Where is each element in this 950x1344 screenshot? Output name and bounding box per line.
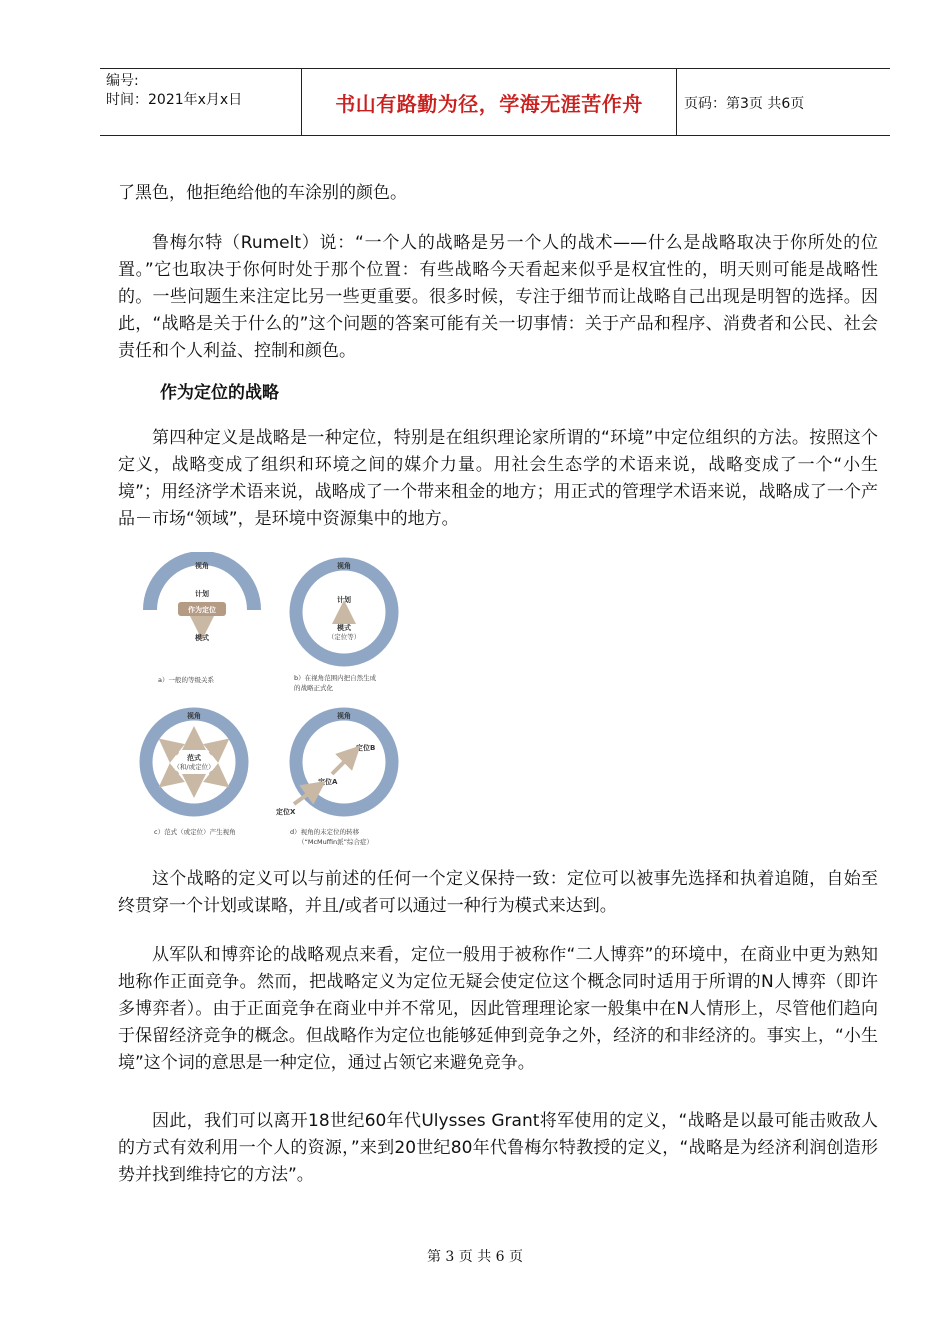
paragraph-1: 了黑色，他拒绝给他的车涂别的颜色。 [118, 183, 407, 203]
page-footer: 第 3 页 共 6 页 [426, 1249, 524, 1265]
panel-a [150, 558, 254, 684]
panel-c-ring [146, 714, 242, 810]
panel-c-top: 视角 [187, 712, 201, 720]
panel-c-arrow-ul [168, 746, 178, 754]
panel-a-plan: 计划 [195, 590, 209, 598]
paragraph-4: 这个战略的定义可以与前述的任何一个定义保持一致：定位可以被事先选择和执着追随，自始至终贯穿一个计划或谋略，并且/或者可以通过一种行为模式来达到。 [118, 869, 878, 916]
panel-b-plan: 计划 [337, 596, 351, 604]
header-info [106, 72, 242, 110]
panel-b [294, 561, 392, 692]
header-bottom-rule [100, 135, 890, 136]
panel-d-caption-1: d）视角的未定位的转移 [290, 828, 360, 836]
panel-c-center-1: 范式 [187, 754, 201, 762]
header-top-rule [100, 68, 890, 69]
panel-c-arrow-dr [210, 772, 220, 780]
section-heading: 作为定位的战略 [160, 383, 279, 403]
panel-b-pattern: 模式 [337, 624, 351, 632]
panel-b-caption-2: 的战略正式化 [294, 684, 333, 692]
panel-d-top: 视角 [337, 712, 351, 720]
paragraph-2: 鲁梅尔特（Rumelt）说：“一个人的战略是另一个人的战术——什么是战略取决于你所处的位置。”它也取决于你何时处于那个位置：有些战略今天看起来似乎是权宜性的，明天则可能是战略性的。一些问题生来注定比另一些更重要。很多时候，专注于细节而让战略自己出现是明智的选择。因此，“战略是关于什么的”这个问题的答案可能有关一切事情：关于产品和程序、消费者和公民、社会责任和个人利益、控制和颜色。 [118, 233, 878, 361]
panel-c-center-2: （和/或定位） [173, 763, 215, 771]
panel-a-caption: a）一般的等级关系 [158, 676, 214, 684]
header-motto: 书山有路勤为径，学海无涯苦作舟 [335, 92, 643, 116]
panel-c-arrow-dl [168, 772, 178, 780]
panel-d [276, 711, 392, 846]
panel-c-caption: c）范式（或定位）产生视角 [154, 828, 236, 836]
header-time: 时间：2021年x月x日 [106, 92, 243, 108]
panel-a-position: 作为定位 [188, 606, 216, 614]
panel-c [146, 711, 242, 836]
panel-a-top: 视角 [195, 562, 209, 570]
panel-d-pos-b: 定位B [356, 744, 376, 752]
strategy-diagram [118, 552, 418, 852]
paragraph-6: 因此，我们可以离开18世纪60年代Ulysses Grant将军使用的定义，“战略是以最可能击败敌人的方式有效利用一个人的资源，”来到20世纪80年代鲁梅尔特教授的定义，“战略是为经济利润创造形势并找到维持它的方法”。 [118, 1111, 878, 1185]
panel-b-top: 视角 [337, 562, 351, 570]
paragraph-3: 第四种定义是战略是一种定位，特别是在组织理论家所谓的“环境”中定位组织的方法。按照这个定义，战略变成了组织和环境之间的媒介力量。用社会生态学的术语来说，战略变成了一个“小生境”；用经济学术语来说，战略成了一个带来租金的地方；用正式的管理学术语来说，战略成了一个产品－市场“领域”，是环境中资源集中的地方。 [118, 428, 878, 529]
panel-d-pos-x: 定位X [276, 808, 296, 816]
panel-b-sub: （定位等） [327, 633, 361, 641]
strategy-figure [118, 552, 418, 852]
header-number: 编号: [106, 73, 139, 89]
panel-c-arrow-ur [210, 746, 220, 754]
header-divider-2 [676, 68, 677, 135]
paragraph-5: 从军队和博弈论的战略观点来看，定位一般用于被称作“二人博弈”的环境中，在商业中更为熟知地称作正面竞争。然而，把战略定义为定位无疑会使定位这个概念同时适用于所谓的N人博弈（即许多博弈者）。由于正面竞争在商业中并不常见，因此管理理论家一般集中在N人情形上，尽管他们趋向于保留经济竞争的概念。但战略作为定位也能够延伸到竞争之外，经济的和非经济的。事实上，“小生境”这个词的意思是一种定位，通过占领它来避免竞争。 [118, 945, 878, 1073]
panel-d-caption-2: （“McMuffin派”综合症） [298, 838, 374, 846]
panel-b-caption-1: b）在视角范围内把自然生成 [294, 674, 377, 682]
header-page-number: 页码：第3页 共6页 [684, 96, 805, 112]
panel-a-pattern: 模式 [195, 634, 209, 642]
panel-d-pos-a: 定位A [318, 778, 338, 786]
panel-d-arrow-ab [332, 754, 352, 774]
